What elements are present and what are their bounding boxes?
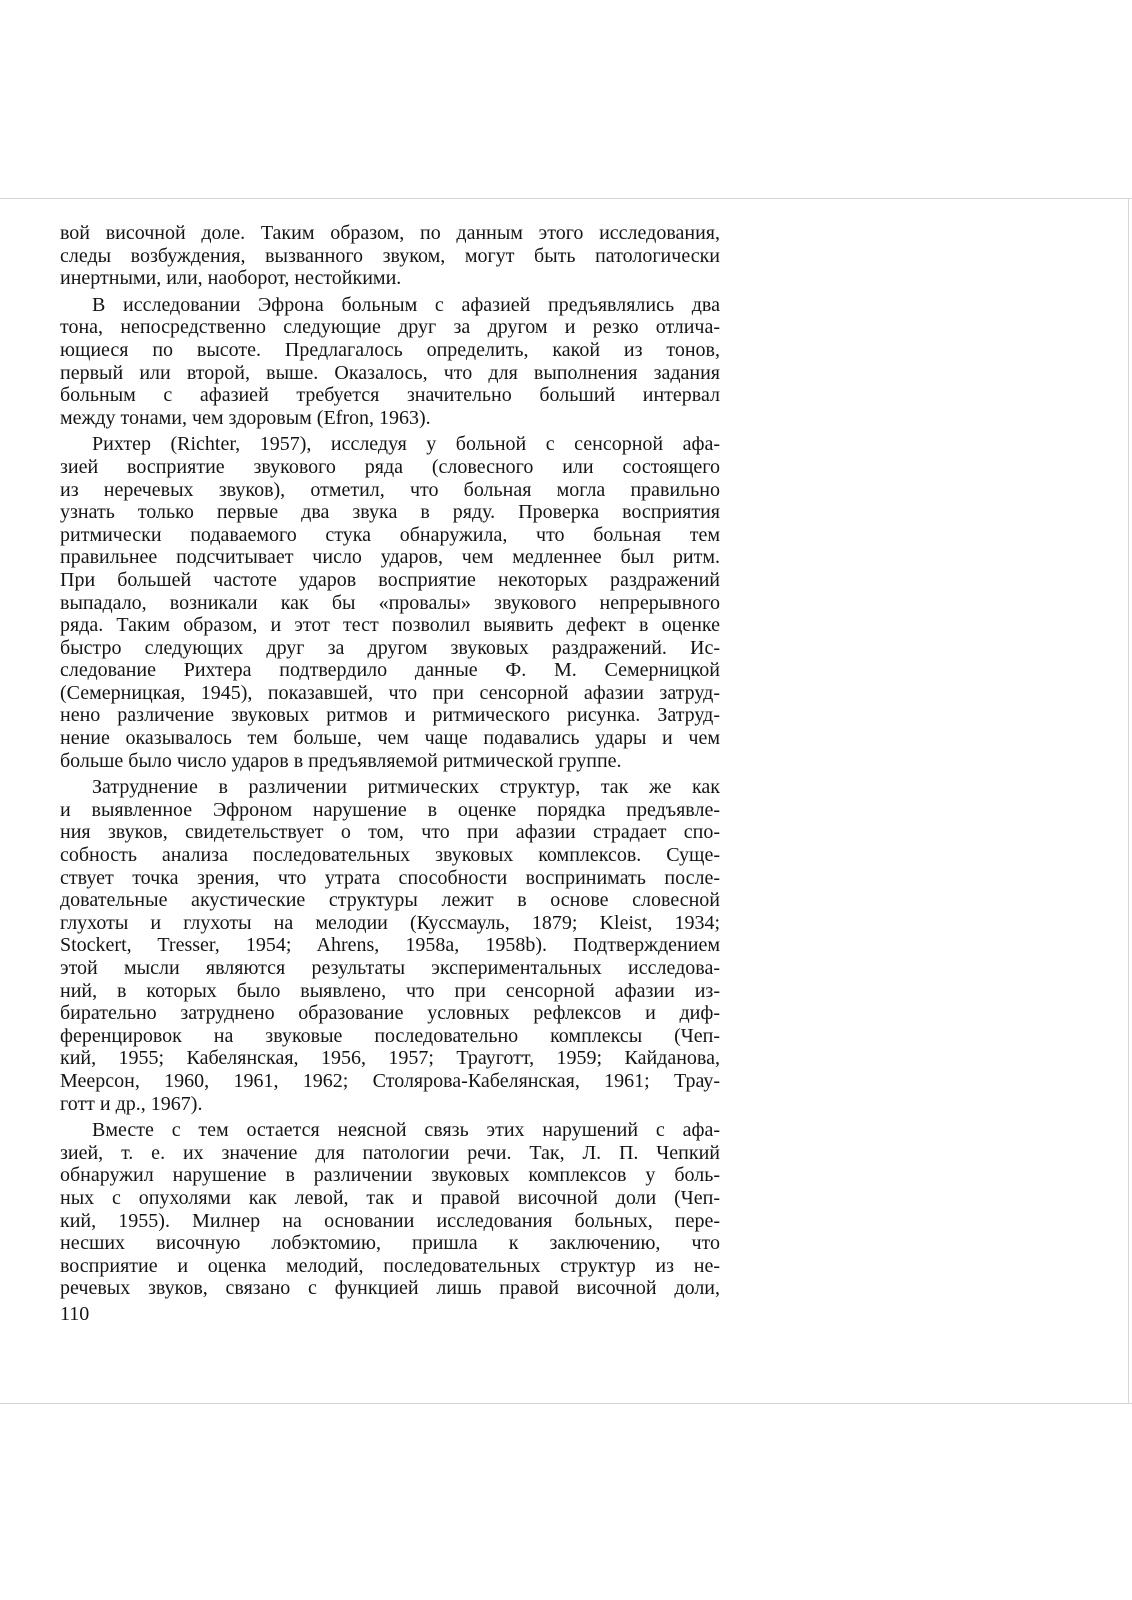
text-line: ных с опухолями как левой, так и правой височной доли (Чеп- bbox=[60, 1186, 720, 1209]
page-number: 110 bbox=[60, 1303, 90, 1325]
text-line: довательные акустические структуры лежит в основе словесной bbox=[60, 889, 720, 912]
text-line: нено различение звуковых ритмов и ритмического рисунка. Затруд- bbox=[60, 704, 720, 727]
paragraph bbox=[60, 776, 720, 1115]
scan-border-top bbox=[0, 198, 1132, 199]
text-line: Рихтер (Richter, 1957), исследуя у больной с сенсорной афа- bbox=[92, 433, 720, 456]
text-line: быстро следующих друг за другом звуковых раздражений. Ис- bbox=[60, 636, 720, 659]
text-line: зией, т. е. их значение для патологии речи. Так, Л. П. Чепкий bbox=[60, 1141, 720, 1164]
text-line: следы возбуждения, вызванного звуком, могут быть патологически bbox=[60, 244, 720, 267]
text-line: инертными, или, наоборот, нестойкими. bbox=[60, 267, 402, 290]
text-line: ний, в которых было выявлено, что при сенсорной афазии из- bbox=[60, 979, 720, 1002]
text-line: зией восприятие звукового ряда (словесного или состоящего bbox=[60, 455, 720, 478]
text-line: правильнее подсчитывает число ударов, чем медленнее был ритм. bbox=[60, 546, 720, 569]
text-line: больным с афазией требуется значительно больший интервал bbox=[60, 384, 720, 407]
text-line: выпадало, возникали как бы «провалы» звукового непрерывного bbox=[60, 591, 720, 614]
text-line: глухоты и глухоты на мелодии (Куссмауль, 1879; Kleist, 1934; bbox=[60, 911, 720, 934]
text-line: обнаружил нарушение в различении звуковых комплексов у боль- bbox=[60, 1164, 720, 1187]
paragraph bbox=[60, 433, 720, 772]
text-line: из неречевых звуков), отметил, что больная могла правильно bbox=[60, 478, 720, 501]
text-line: вой височной доле. Таким образом, по данным этого исследования, bbox=[60, 222, 720, 244]
text-line: Вместе с тем остается неясной связь этих нарушений с афа- bbox=[92, 1119, 720, 1142]
text-line: Меерсон, 1960, 1961, 1962; Столярова-Кабелянская, 1961; Трау- bbox=[60, 1069, 720, 1092]
text-line: ференцировок на звуковые последовательно комплексы (Чеп- bbox=[60, 1024, 720, 1047]
paragraph bbox=[60, 1119, 720, 1300]
scan-border-right bbox=[1128, 198, 1129, 1404]
text-line: ритмически подаваемого стука обнаружила, что больная тем bbox=[60, 523, 720, 546]
text-line: нение оказывалось тем больше, чем чаще подавались удары и чем bbox=[60, 727, 720, 750]
text-line: собность анализа последовательных звуковых комплексов. Суще- bbox=[60, 844, 720, 867]
text-line: В исследовании Эфрона больным с афазией предъявлялись два bbox=[92, 293, 720, 316]
text-line: бирательно затруднено образование условных рефлексов и диф- bbox=[60, 1002, 720, 1025]
text-line: этой мысли являются результаты экспериментальных исследова- bbox=[60, 957, 720, 979]
text-line: Затруднение в различении ритмических структур, так же как bbox=[92, 776, 720, 799]
paragraph bbox=[60, 222, 720, 290]
text-line: ряда. Таким образом, и этот тест позволил выявить дефект в оценке bbox=[60, 614, 720, 637]
text-line: восприятие и оценка мелодий, последовательных структур из не- bbox=[60, 1254, 720, 1277]
text-line: ствует точка зрения, что утрата способности воспринимать после- bbox=[60, 866, 720, 889]
text-line: несших височную лобэктомию, пришла к заключению, что bbox=[60, 1232, 720, 1255]
text-line: следование Рихтера подтвердило данные Ф. М. Семерницкой bbox=[60, 659, 720, 682]
scan-border-bottom bbox=[0, 1403, 1132, 1404]
text-line: кий, 1955; Кабелянская, 1956, 1957; Трауготт, 1959; Кайданова, bbox=[60, 1047, 720, 1070]
text-line: ния звуков, свидетельствует о том, что при афазии страдает спо- bbox=[60, 821, 720, 844]
text-line: готт и др., 1967). bbox=[60, 1092, 203, 1115]
text-line: При большей частоте ударов восприятие некоторых раздражений bbox=[60, 568, 720, 591]
text-line: и выявленное Эфроном нарушение в оценке порядка предъявле- bbox=[60, 798, 720, 821]
text-line: Stockert, Tresser, 1954; Ahrens, 1958a, 1958b). Подтверждением bbox=[60, 934, 720, 957]
text-line: ющиеся по высоте. Предлагалось определить, какой из тонов, bbox=[60, 338, 720, 361]
text-line: больше было число ударов в предъявляемой ритмической группе. bbox=[60, 749, 622, 772]
text-line: кий, 1955). Милнер на основании исследования больных, пере- bbox=[60, 1209, 720, 1232]
text-line: тона, непосредственно следующие друг за другом и резко отлича- bbox=[60, 316, 720, 339]
text-line: узнать только первые два звука в ряду. Проверка восприятия bbox=[60, 501, 720, 524]
page-body bbox=[60, 222, 720, 1304]
text-line: между тонами, чем здоровым (Efron, 1963). bbox=[60, 406, 431, 429]
text-line: речевых звуков, связано с функцией лишь правой височной доли, bbox=[60, 1277, 720, 1300]
text-line: (Семерницкая, 1945), показавшей, что при сенсорной афазии затруд- bbox=[60, 681, 720, 704]
text-line: первый или второй, выше. Оказалось, что для выполнения задания bbox=[60, 361, 720, 384]
paragraph bbox=[60, 294, 720, 430]
